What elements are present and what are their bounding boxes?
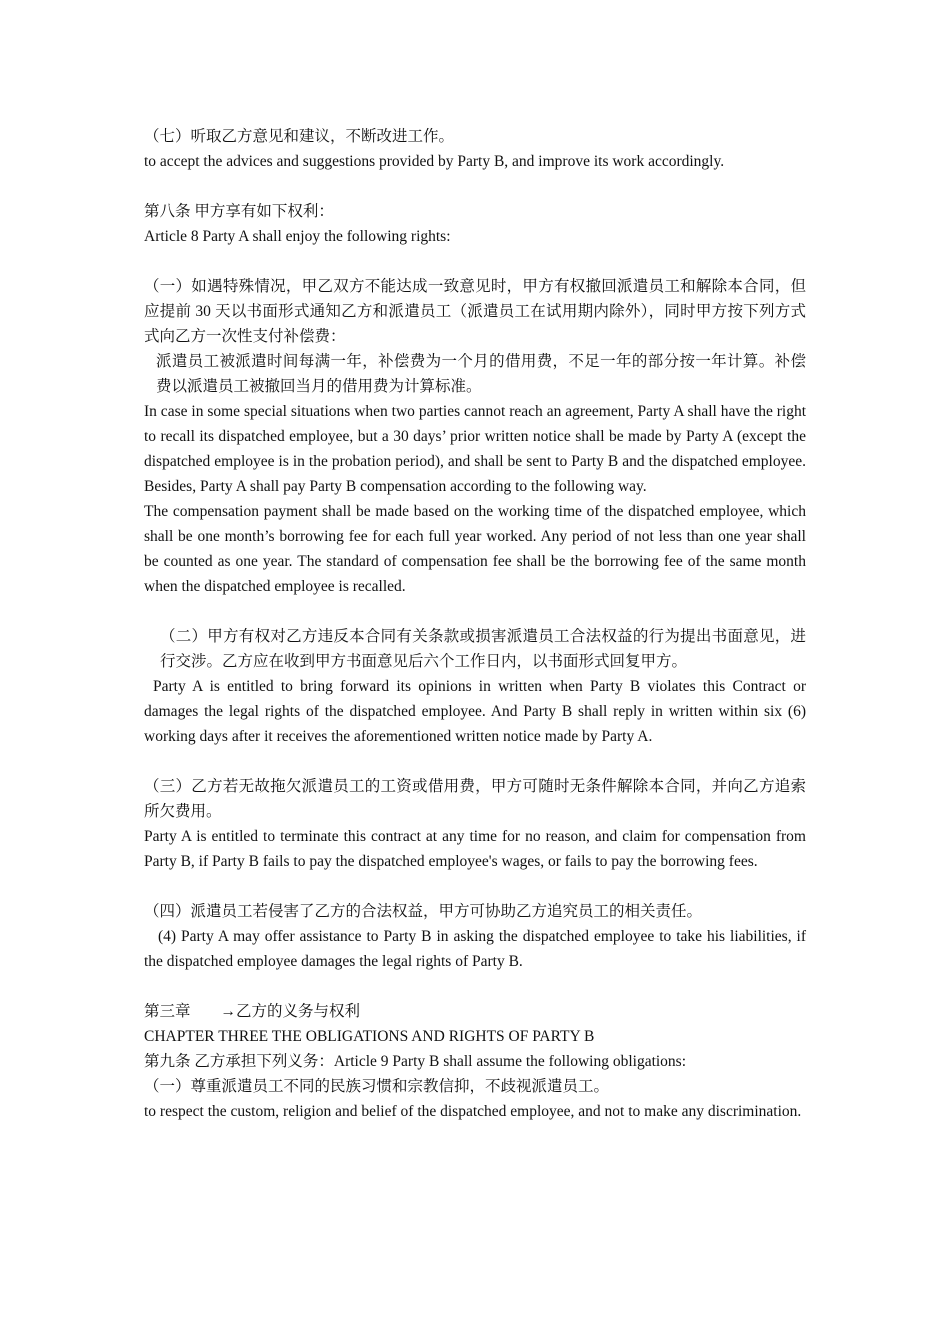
spacer <box>144 599 806 624</box>
chapter-3-heading-chinese <box>144 999 806 1024</box>
spacer <box>144 749 806 774</box>
item-2-chinese: （二）甲方有权对乙方违反本合同有关条款或损害派遣员工合法权益的行为提出书面意见，进行交涉。乙方应在收到甲方书面意见后六个工作日内，以书面形式回复甲方。 <box>160 628 806 670</box>
spacer <box>144 174 806 199</box>
chapter-3-heading-english: CHAPTER THREE THE OBLIGATIONS AND RIGHTS OF PARTY B <box>144 1028 595 1045</box>
item-1-english-compensation: The compensation payment shall be made based on the working time of the dispatched employee, which shall be one month’s borrowing fee for each full year worked. Any period of not less than one year shall be counted as one year. The standard of compensation fee shall be the borrowing fee of the same month when the dispatched employee is recalled. <box>144 503 806 595</box>
spacer <box>144 974 806 999</box>
chapter-3-title: →乙方的义务与权利 <box>220 1003 361 1020</box>
item-1-chinese: （一）如遇特殊情况，甲乙双方不能达成一致意见时，甲方有权撤回派遣员工和解除本合同，但应提前 30 天以书面形式通知乙方和派遣员工（派遣员工在试用期内除外），同时甲方按下列方式式向乙方一次性支付补偿费： <box>144 278 806 345</box>
document-page <box>144 124 806 1124</box>
item-1-chinese-compensation: 派遣员工被派遣时间每满一年，补偿费为一个月的借用费，不足一年的部分按一年计算。补偿费以派遣员工被撤回当月的借用费为计算标准。 <box>156 353 806 395</box>
article-8-heading-chinese: 第八条 甲方享有如下权利： <box>144 203 334 220</box>
article-9-item-1-english: to respect the custom, religion and belief of the dispatched employee, and not to make any discrimination. <box>144 1103 802 1120</box>
clause-7-chinese: （七）听取乙方意见和建议，不断改进工作。 <box>144 128 455 145</box>
spacer <box>144 874 806 899</box>
article-8-heading-english: Article 8 Party A shall enjoy the following rights: <box>144 228 451 245</box>
item-3-english: Party A is entitled to terminate this contract at any time for no reason, and claim for compensation from Party B, if Party B fails to pay the dispatched employee's wages, or fails to pay the borrowing fees. <box>144 828 806 870</box>
spacer <box>144 249 806 274</box>
item-2-english: Party A is entitled to bring forward its opinions in written when Party B violates this Contract or damages the legal rights of the dispatched employee. And Party B shall reply in written within six (6) working days after it receives the aforementioned written notice made by Party A. <box>144 678 806 745</box>
item-1-english: In case in some special situations when two parties cannot reach an agreement, Party A shall have the right to recall its dispatched employee, but a 30 days’ prior written notice shall be made by Party A (except the dispatched employee is in the probation period), and shall be sent to Party B and the dispatched employee. Besides, Party A shall pay Party B compensation according to the following way. <box>144 403 806 495</box>
article-9-heading: 第九条 乙方承担下列义务：Article 9 Party B shall assume the following obligations: <box>144 1053 687 1070</box>
item-4-english: (4) Party A may offer assistance to Party B in asking the dispatched employee to take his liabilities, if the dispatched employee damages the legal rights of Party B. <box>144 928 806 970</box>
clause-7-english: to accept the advices and suggestions provided by Party B, and improve its work accordingly. <box>144 153 725 170</box>
item-3-chinese: （三）乙方若无故拖欠派遣员工的工资或借用费，甲方可随时无条件解除本合同，并向乙方追索所欠费用。 <box>144 778 806 820</box>
article-9-item-1-chinese: （一）尊重派遣员工不同的民族习惯和宗教信抑，不歧视派遣员工。 <box>144 1078 610 1095</box>
chapter-3-number: 第三章 <box>144 1003 191 1020</box>
item-4-chinese: （四）派遣员工若侵害了乙方的合法权益，甲方可协助乙方追究员工的相关责任。 <box>144 903 703 920</box>
